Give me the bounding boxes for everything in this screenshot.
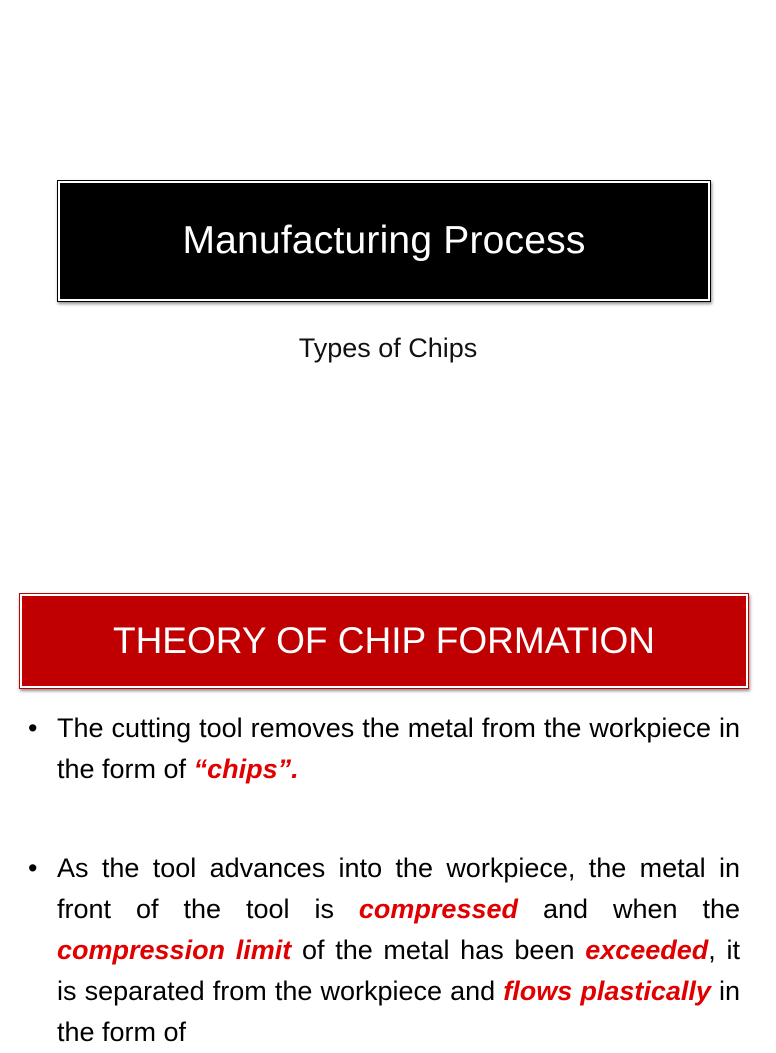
bullet-text: , it is separated from the workpiece and: [57, 935, 740, 1006]
bullet-text: As the tool advances into the workpiece, the metal in front of the tool is: [57, 853, 740, 924]
heading-banner: [19, 593, 749, 689]
bullet-emphasis: exceeded: [585, 935, 709, 965]
slide-theory: [0, 560, 768, 1047]
bullet-body: [57, 848, 740, 1053]
bullet-emphasis: compressed: [358, 894, 518, 924]
bullet-emphasis: compression limit: [57, 935, 292, 965]
bullet-text: The cutting tool removes the metal from the workpiece in the form of: [57, 713, 740, 784]
bullet-dot-icon: •: [28, 713, 38, 743]
bullet-item: [28, 708, 740, 790]
bullet-text: in the form of: [57, 976, 741, 1047]
slide-title-text: Manufacturing Process: [182, 219, 586, 262]
bullet-emphasis: flows plastically: [503, 976, 711, 1006]
slide-subtitle: Types of Chips: [298, 333, 478, 363]
bullet-dot-icon: •: [28, 853, 38, 883]
bullet-body: [57, 708, 740, 790]
bullet-emphasis: “chips”.: [193, 754, 299, 784]
bullet-text: of the metal has been: [291, 935, 586, 965]
title-banner: [57, 180, 711, 302]
bullet-text: and when the: [517, 894, 740, 924]
bullet-item: [28, 848, 740, 1053]
slide-heading: THEORY OF CHIP FORMATION: [112, 620, 656, 661]
